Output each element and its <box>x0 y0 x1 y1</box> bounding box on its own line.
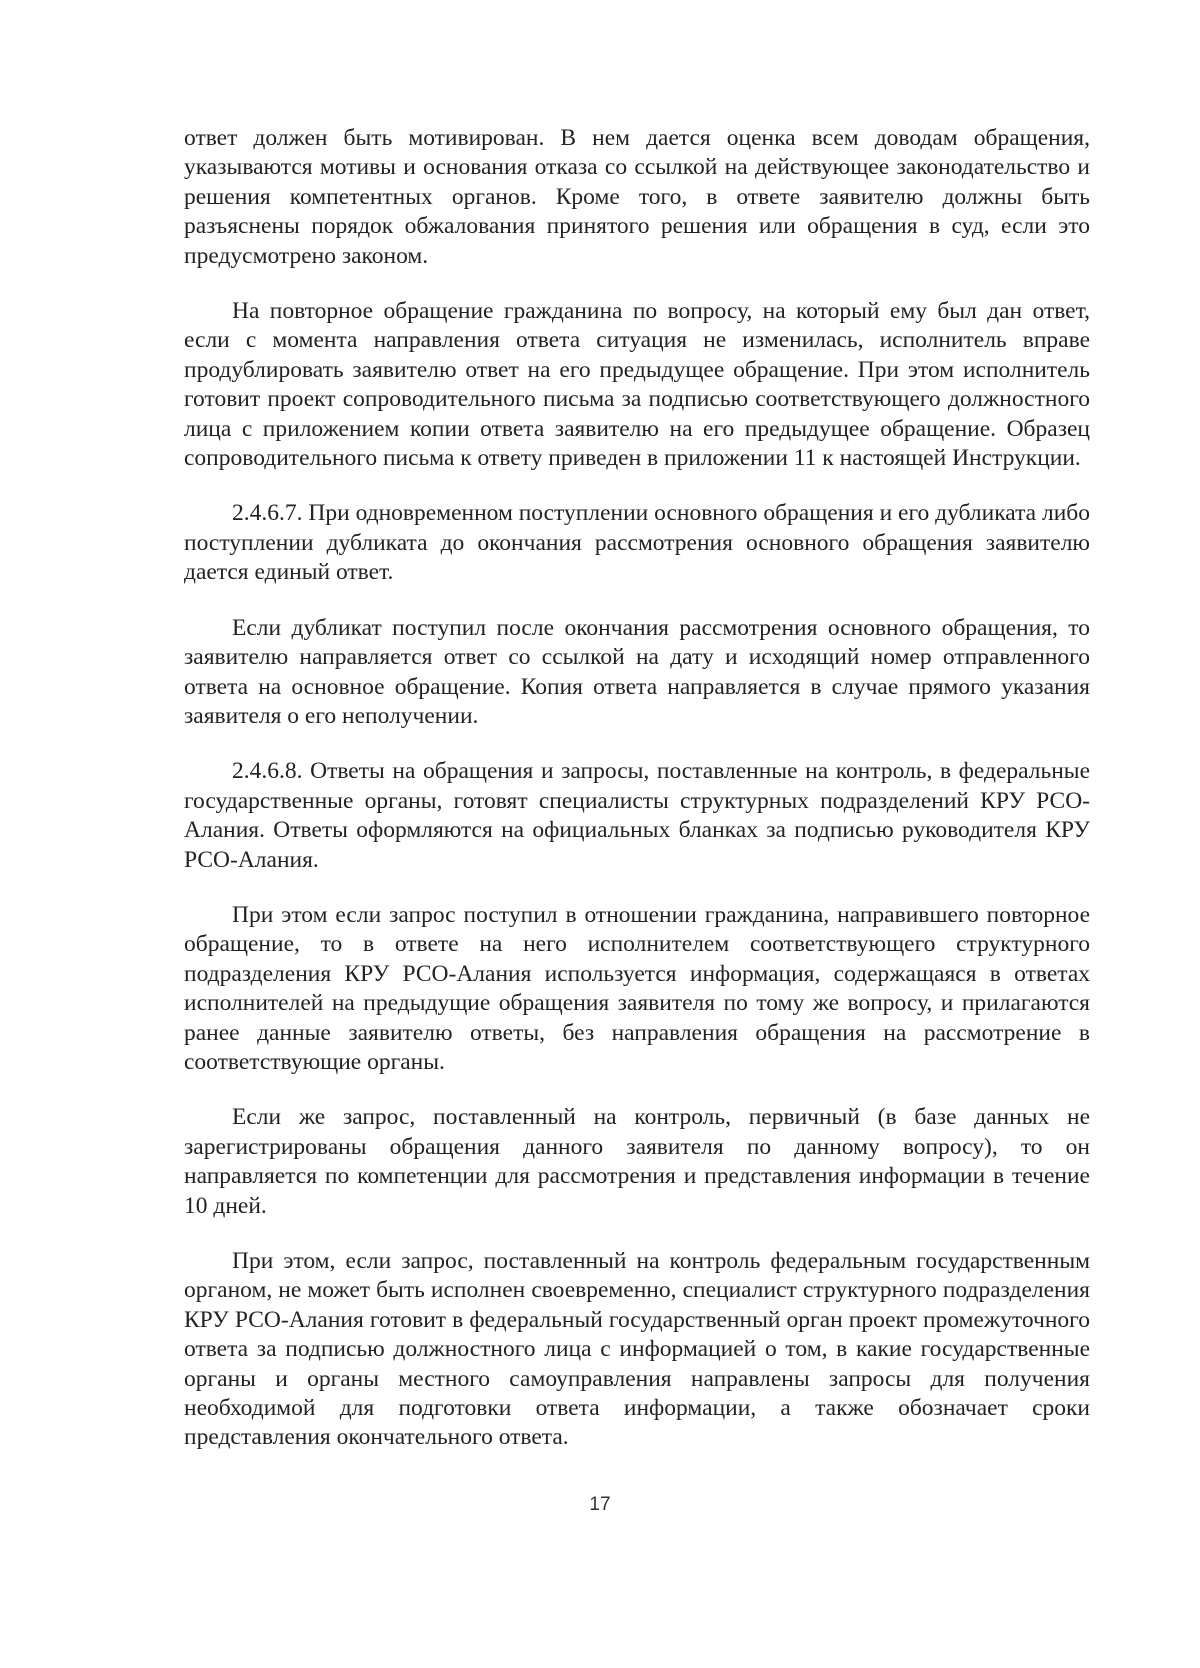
paragraph-interim-answer: При этом, если запрос, поставленный на контроль федеральным государственным органом, не может быть исполнен своевременно, специалист структурного подразделения КРУ РСО-Алания готовит в федеральный государственный орган проект промежуточного ответа за подписью должностного лица с информацией о том, в какие государственные органы и органы местного самоуправления направлены запросы для получения необходимой для подготовки ответа информации, а также обозначает сроки представления окончательного ответа. <box>184 1248 1090 1451</box>
paragraph-continuation: ответ должен быть мотивирован. В нем дается оценка всем доводам обращения, указываются мотивы и основания отказа со ссылкой на действующее законодательство и решения компетентных органов. Кроме того, в ответе заявителю должны быть разъяснены порядок обжалования принятого решения или обращения в суд, если это предусмотрено законом. <box>184 125 1090 269</box>
paragraph-2-4-6-8: 2.4.6.8. Ответы на обращения и запросы, поставленные на контроль, в федеральные государственные органы, готовят специалисты структурных подразделений КРУ РСО-Алания. Ответы оформляются на официальных бланках за подписью руководителя КРУ РСО-Алания. <box>184 758 1090 873</box>
paragraph-primary-request: Если же запрос, поставленный на контроль, первичный (в базе данных не зарегистрированы обращения данного заявителя по данному вопросу), то он направляется по компетенции для рассмотрения и представления информации в течение 10 дней. <box>184 1104 1090 1219</box>
paragraph-2-4-6-7: 2.4.6.7. При одновременном поступлении основного обращения и его дубликата либо поступлении дубликата до окончания рассмотрения основного обращения заявителю дается единый ответ. <box>184 500 1090 586</box>
paragraph-duplicate-after: Если дубликат поступил после окончания рассмотрения основного обращения, то заявителю направляется ответ со ссылкой на дату и исходящий номер отправленного ответа на основное обращение. Копия ответа направляется в случае прямого указания заявителя о его неполучении. <box>184 614 1090 729</box>
page-number: 17 <box>589 1494 611 1515</box>
document-body <box>184 124 1090 1479</box>
paragraph-repeat-appeal: На повторное обращение гражданина по вопросу, на который ему был дан ответ, если с момента направления ответа ситуация не изменилась, исполнитель вправе продублировать заявителю ответ на его предыдущее обращение. При этом исполнитель готовит проект сопроводительного письма за подписью соответствующего должностного лица с приложением копии ответа заявителю на его предыдущее обращение. Образец сопроводительного письма к ответу приведен в приложении 11 к настоящей Инструкции. <box>184 298 1090 472</box>
paragraph-repeat-request: При этом если запрос поступил в отношении гражданина, направившего повторное обращение, то в ответе на него исполнителем соответствующего структурного подразделения КРУ РСО-Алания используется информация, содержащаяся в ответах исполнителей на предыдущие обращения заявителя по тому же вопросу, и прилагаются ранее данные заявителю ответы, без направления обращения на рассмотрение в соответствующие органы. <box>184 901 1090 1075</box>
